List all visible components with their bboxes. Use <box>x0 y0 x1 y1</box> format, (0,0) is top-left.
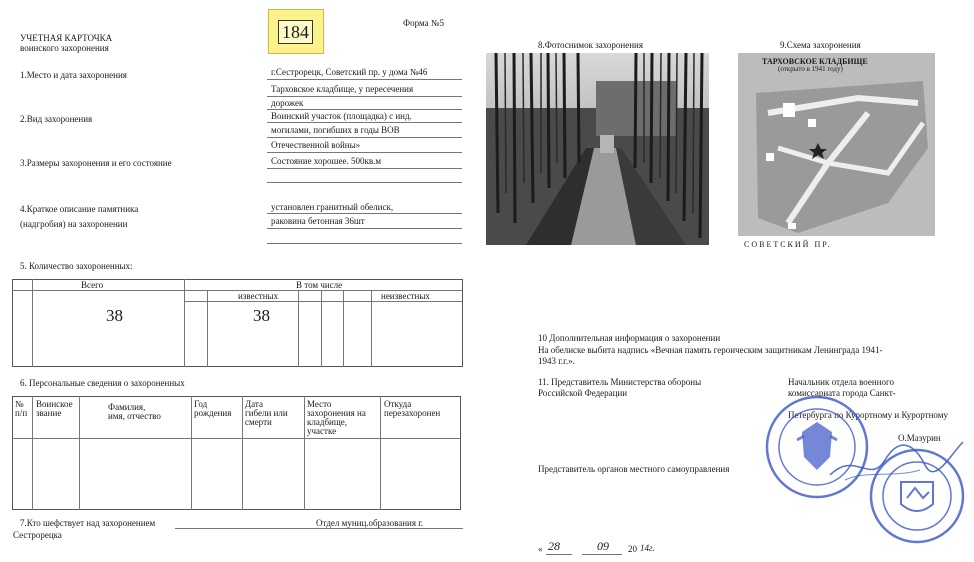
count-col-including: В том числе <box>296 280 343 290</box>
col-name-2: имя, отчество <box>108 411 161 421</box>
col-place-4: участке <box>307 426 337 436</box>
col-death-1: Дата <box>245 399 263 409</box>
field-1-line-3: дорожек <box>271 98 304 108</box>
card-title: УЧЕТНАЯ КАРТОЧКА <box>20 33 113 43</box>
chief-label-2: комиссариата города Санкт- <box>788 388 896 398</box>
mod-rep-label-2: Российской Федерации <box>538 388 628 398</box>
field-2-line-2: могилами, погибших в годы ВОВ <box>271 125 400 135</box>
count-total-value: 38 <box>106 306 123 325</box>
field-3-line-1: Состояние хорошее. 500кв.м <box>271 156 382 166</box>
photo-label: 8.Фотоснимок захоронения <box>538 40 644 50</box>
mod-rep-label-1: 11. Представитель Министерства обороны <box>538 377 702 387</box>
field-4-line-2: раковина бетонная 36шт <box>271 216 365 226</box>
col-rank-1: Воинское <box>36 399 73 409</box>
col-death-2: гибели или <box>245 408 288 418</box>
count-col-unknown: неизвестных <box>381 291 430 301</box>
col-death-3: смерти <box>245 417 272 427</box>
field-2-line-3: Отечественной войны» <box>271 140 361 150</box>
date-prefix: « <box>538 544 543 554</box>
count-col-known: известных <box>238 291 279 301</box>
sponsor-value: Отдел муниц.образования г. <box>316 518 424 528</box>
field-2-label: 2.Вид захоронения <box>20 114 93 124</box>
col-from-1: Откуда <box>384 399 412 409</box>
col-from-2: перезахоронен <box>384 408 441 418</box>
col-num-2: п/п <box>15 408 28 418</box>
col-place-3: кладбище, <box>307 417 348 427</box>
col-birth-1: Год <box>194 399 208 409</box>
field-1-line-2: Тарховское кладбище, у пересечения <box>271 84 414 94</box>
col-name-1: Фамилия, <box>108 402 146 412</box>
form-label: Форма №5 <box>403 18 444 28</box>
scheme-label: 9.Схема захоронения <box>780 40 861 50</box>
date-day: 28 <box>548 539 560 553</box>
burial-photo <box>486 53 709 245</box>
scheme-map-title: ТАРХОВСКОЕ КЛАДБИЩЕ <box>762 57 868 66</box>
field-4-line-1: установлен гранитный обелиск, <box>271 202 394 212</box>
personal-section-label: 6. Персональные сведения о захороненных <box>20 378 185 388</box>
field-1-line-1: г.Сестрорецк, Советский пр. у дома №46 <box>271 67 428 77</box>
chief-label-3: Петербурга по Курортному и Курортному <box>788 410 948 420</box>
local-rep-label: Представитель органов местного самоуправления <box>538 464 730 474</box>
card-number-sticker <box>268 9 324 54</box>
count-section-label: 5. Количество захороненных: <box>20 261 133 271</box>
sponsor-value-cont: Сестрорецка <box>13 530 62 540</box>
field-2-line-1: Воинский участок (площадка) с инд. <box>271 111 412 121</box>
date-year-suffix: 14г. <box>640 543 655 553</box>
burial-scheme-map <box>738 53 935 253</box>
count-col-total: Всего <box>81 280 104 290</box>
signature-scribble <box>825 430 965 490</box>
col-birth-2: рождения <box>194 408 232 418</box>
col-place-2: захоронения на <box>307 408 366 418</box>
field-4-label-2: (надгробия) на захоронении <box>20 219 128 229</box>
additional-info-line-2: 1943 г.г.». <box>538 356 575 366</box>
col-num-1: № <box>15 399 24 409</box>
chief-label-1: Начальник отдела военного <box>788 377 894 387</box>
sponsor-label: 7.Кто шефствует над захоронением <box>20 518 156 528</box>
additional-info-line-1: На обелиске выбита надпись «Вечная память героическим защитникам Ленинграда 1941- <box>538 345 883 355</box>
field-1-label: 1.Место и дата захоронения <box>20 70 127 80</box>
date-year-prefix: 20 <box>628 544 637 554</box>
field-3-label: 3.Размеры захоронения и его состояние <box>20 158 172 168</box>
field-4-label-1: 4.Краткое описание памятника <box>20 204 139 214</box>
scheme-street-label: СОВЕТСКИЙ ПР. <box>744 240 832 249</box>
additional-info-label: 10 Дополнительная информация о захоронении <box>538 333 721 343</box>
card-number: 184 <box>278 20 313 44</box>
count-known-value: 38 <box>253 306 270 325</box>
scheme-map-subtitle: (открыто в 1941 году) <box>778 65 843 73</box>
chief-name: О.Мазурин <box>898 433 941 443</box>
card-subtitle: воинского захоронения <box>20 43 109 53</box>
date-month: 09 <box>597 539 609 553</box>
col-rank-2: звание <box>36 408 62 418</box>
col-place-1: Место <box>307 399 332 409</box>
